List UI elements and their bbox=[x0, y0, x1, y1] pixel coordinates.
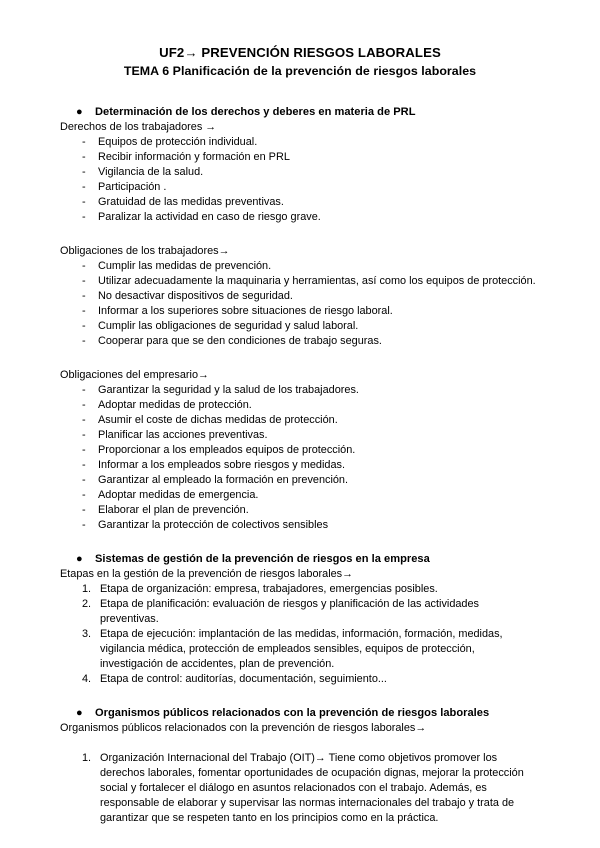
list-item bbox=[60, 672, 540, 687]
list-item-label: Garantizar la protección de colectivos sensibles bbox=[98, 519, 329, 531]
subsection-obligaciones-empresario bbox=[60, 368, 540, 533]
list-item bbox=[60, 473, 540, 488]
list-item bbox=[60, 180, 540, 195]
dash-marker: - bbox=[82, 335, 86, 347]
subsection-lead: Obligaciones de los trabajadores→ bbox=[60, 245, 230, 257]
list-item bbox=[60, 319, 540, 334]
list-item bbox=[60, 518, 540, 533]
list-item-number: 2. bbox=[82, 598, 92, 610]
list-item-number: 3. bbox=[82, 628, 92, 640]
list-item-label: Adoptar medidas de emergencia. bbox=[98, 489, 259, 501]
list-item bbox=[60, 627, 540, 672]
list-item-label: Utilizar adecuadamente la maquinaria y herramientas, así como los equipos de protección. bbox=[98, 275, 536, 287]
dash-marker: - bbox=[82, 519, 86, 531]
subsection-obligaciones-trabajadores bbox=[60, 244, 540, 349]
list-item-label: Gratuidad de las medidas preventivas. bbox=[98, 196, 284, 208]
dash-marker: - bbox=[82, 414, 86, 426]
list-item-label: Recibir información y formación en PRL bbox=[98, 151, 290, 163]
dash-marker: - bbox=[82, 444, 86, 456]
list-item-label: Garantizar la seguridad y la salud de los trabajadores. bbox=[98, 384, 359, 396]
list-item-label: Cumplir las obligaciones de seguridad y salud laboral. bbox=[98, 320, 359, 332]
dash-marker: - bbox=[82, 399, 86, 411]
dash-marker: - bbox=[82, 489, 86, 501]
dash-marker: - bbox=[82, 384, 86, 396]
dash-list bbox=[60, 383, 540, 533]
list-item bbox=[60, 150, 540, 165]
subsection-lead: Organismos públicos relacionados con la prevención de riesgos laborales→ bbox=[60, 722, 427, 734]
numbered-list bbox=[60, 751, 540, 826]
list-item bbox=[60, 597, 540, 627]
list-item-label: Participación . bbox=[98, 181, 167, 193]
subsection-derechos-trabajadores bbox=[60, 120, 540, 225]
bullet-dot-icon: ● bbox=[76, 553, 83, 565]
list-item bbox=[60, 259, 540, 274]
dash-marker: - bbox=[82, 459, 86, 471]
dash-marker: - bbox=[82, 320, 86, 332]
list-item-label: Paralizar la actividad en caso de riesgo grave. bbox=[98, 211, 321, 223]
list-item bbox=[60, 210, 540, 225]
document-subtitle: TEMA 6 Planificación de la prevención de riesgos laborales bbox=[123, 64, 477, 78]
list-item-number: 4. bbox=[82, 673, 92, 685]
section-derechos-deberes bbox=[60, 105, 540, 533]
list-item-label: Elaborar el plan de prevención. bbox=[98, 504, 249, 516]
list-item-label: Etapa de control: auditorías, documentación, seguimiento... bbox=[100, 673, 387, 685]
list-item-label: No desactivar dispositivos de seguridad. bbox=[98, 290, 293, 302]
list-item bbox=[60, 274, 540, 289]
list-item-label: Adoptar medidas de protección. bbox=[98, 399, 252, 411]
list-item-label: Informar a los empleados sobre riesgos y medidas. bbox=[98, 459, 345, 471]
section-organismos-publicos bbox=[60, 706, 540, 826]
list-item bbox=[60, 503, 540, 518]
dash-marker: - bbox=[82, 260, 86, 272]
dash-marker: - bbox=[82, 290, 86, 302]
list-item-label: Planificar las acciones preventivas. bbox=[98, 429, 268, 441]
list-item bbox=[60, 304, 540, 319]
bullet-dot-icon: ● bbox=[76, 106, 83, 118]
list-item-label: Garantizar al empleado la formación en prevención. bbox=[98, 474, 349, 486]
list-item-label: Vigilancia de la salud. bbox=[98, 166, 204, 178]
subsection-lead: Obligaciones del empresario→ bbox=[60, 369, 209, 381]
list-item bbox=[60, 443, 540, 458]
section-heading bbox=[60, 706, 540, 721]
dash-marker: - bbox=[82, 151, 86, 163]
list-item bbox=[60, 135, 540, 150]
dash-marker: - bbox=[82, 474, 86, 486]
list-item bbox=[60, 165, 540, 180]
document-title: UF2→ PREVENCIÓN RIESGOS LABORALES bbox=[159, 45, 441, 60]
list-item bbox=[60, 488, 540, 503]
dash-marker: - bbox=[82, 136, 86, 148]
section-heading-label: Organismos públicos relacionados con la prevención de riesgos laborales bbox=[95, 707, 490, 719]
list-item-number: 1. bbox=[82, 752, 92, 764]
dash-marker: - bbox=[82, 181, 86, 193]
list-item-label: Asumir el coste de dichas medidas de protección. bbox=[98, 414, 338, 426]
list-item bbox=[60, 582, 540, 597]
dash-marker: - bbox=[82, 504, 86, 516]
list-item-label: Informar a los superiores sobre situaciones de riesgo laboral. bbox=[98, 305, 393, 317]
subsection-lead: Etapas en la gestión de la prevención de riesgos laborales→ bbox=[60, 568, 354, 580]
list-item bbox=[60, 383, 540, 398]
list-item bbox=[60, 398, 540, 413]
list-item-label: Equipos de protección individual. bbox=[98, 136, 258, 148]
list-item-label: Cooperar para que se den condiciones de trabajo seguras. bbox=[98, 335, 382, 347]
list-item bbox=[60, 458, 540, 473]
list-item bbox=[60, 751, 540, 826]
list-item-label: Organización Internacional del Trabajo (OIT)→ Tiene como objetivos promover los derechos laborales, fomentar oportunidades de ocupación dignas, mejorar la protección social y fortalecer el diálogo en asuntos relacionados con el trabajo. Además, es responsable de elaborar y supervisar las normas internacionales del trabajo y trata de garantizar que se respeten tanto en los principios como en la práctica. bbox=[100, 752, 524, 824]
dash-marker: - bbox=[82, 305, 86, 317]
list-item-label: Etapa de ejecución: implantación de las medidas, información, formación, medidas, vigilancia médica, protección de empleados sensibles, equipos de protección, investigación de accidentes, plan de prevención. bbox=[100, 628, 503, 670]
list-item-label: Etapa de organización: empresa, trabajadores, emergencias posibles. bbox=[100, 583, 438, 595]
list-item bbox=[60, 413, 540, 428]
dash-marker: - bbox=[82, 166, 86, 178]
dash-marker: - bbox=[82, 211, 86, 223]
section-heading-label: Sistemas de gestión de la prevención de riesgos en la empresa bbox=[95, 553, 430, 565]
list-item bbox=[60, 195, 540, 210]
list-item-number: 1. bbox=[82, 583, 92, 595]
subsection-lead: Derechos de los trabajadores → bbox=[60, 121, 217, 133]
dash-marker: - bbox=[82, 196, 86, 208]
list-item bbox=[60, 334, 540, 349]
section-sistemas-gestion bbox=[60, 552, 540, 687]
list-item-label: Cumplir las medidas de prevención. bbox=[98, 260, 272, 272]
list-item bbox=[60, 289, 540, 304]
dash-marker: - bbox=[82, 275, 86, 287]
numbered-list bbox=[60, 582, 540, 687]
section-heading bbox=[60, 552, 540, 567]
list-item-label: Etapa de planificación: evaluación de riesgos y planificación de las actividades preventivas. bbox=[100, 598, 479, 625]
list-item bbox=[60, 428, 540, 443]
dash-list bbox=[60, 259, 540, 349]
dash-marker: - bbox=[82, 429, 86, 441]
list-item-label: Proporcionar a los empleados equipos de protección. bbox=[98, 444, 356, 456]
section-heading-label: Determinación de los derechos y deberes en materia de PRL bbox=[95, 106, 416, 118]
dash-list bbox=[60, 135, 540, 225]
bullet-dot-icon: ● bbox=[76, 707, 83, 719]
section-heading bbox=[60, 105, 540, 120]
document-header bbox=[60, 44, 540, 80]
